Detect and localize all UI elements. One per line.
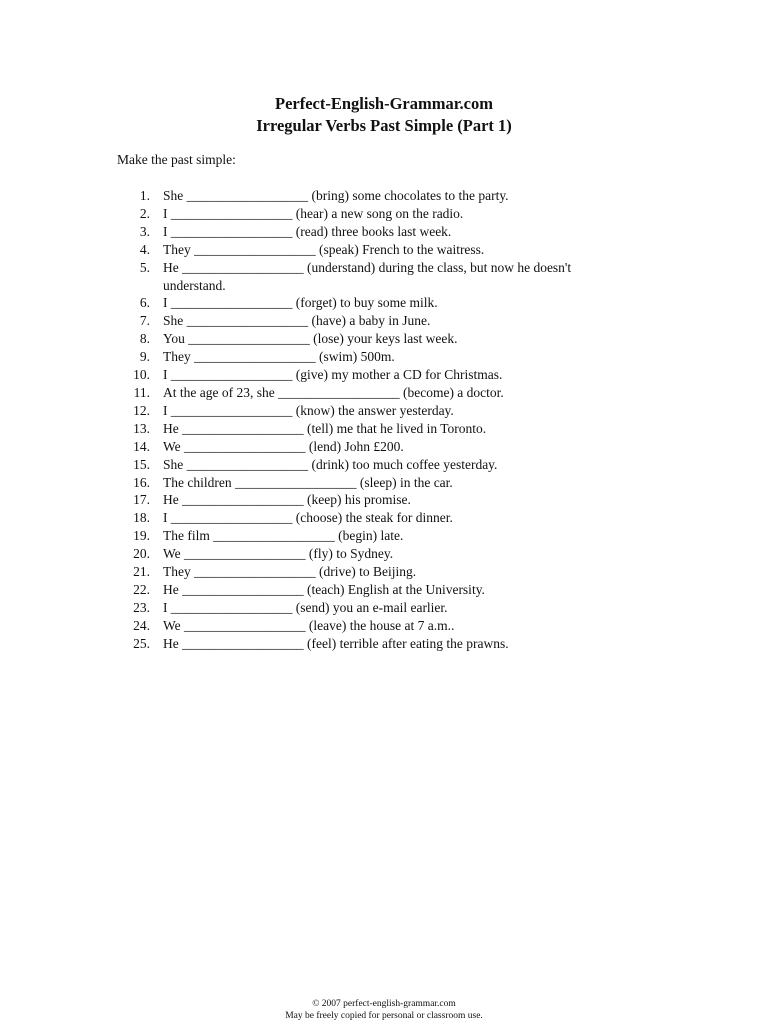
exercise-sentence: She __________________ (bring) some chocolates to the party. [163, 188, 509, 203]
exercise-sentence: They __________________ (speak) French to the waitress. [163, 241, 485, 257]
exercise-number: 2. [139, 205, 150, 221]
instruction-text: Make the past simple: [117, 152, 236, 167]
exercise-sentence: I __________________ (forget) to buy some milk. [163, 295, 438, 311]
exercise-item [0, 330, 768, 348]
worksheet-title: Irregular Verbs Past Simple (Part 1) [256, 116, 512, 135]
exercise-item [0, 205, 768, 223]
footer-copyright: © 2007 perfect-english-grammar.com [312, 999, 456, 1009]
exercise-item [0, 527, 768, 545]
exercise-list [0, 187, 768, 653]
exercise-item [0, 635, 768, 653]
exercise-sentence: I __________________ (give) my mother a CD for Christmas. [163, 367, 503, 383]
exercise-sentence: At the age of 23, she __________________ (become) a doctor. [163, 384, 504, 400]
exercise-item [0, 223, 768, 241]
exercise-number: 17. [133, 492, 150, 508]
exercise-sentence: He __________________ (feel) terrible after eating the prawns. [163, 635, 509, 651]
exercise-item [0, 491, 768, 509]
exercise-sentence: The film __________________ (begin) late. [163, 528, 404, 544]
exercise-item [0, 563, 768, 581]
exercise-sentence: She __________________ (drink) too much coffee yesterday. [163, 456, 498, 472]
exercise-number: 12. [133, 402, 150, 418]
exercise-item [0, 420, 768, 438]
site-title: Perfect-English-Grammar.com [275, 94, 493, 113]
exercise-number: 8. [139, 331, 150, 347]
exercise-sentence: They __________________ (swim) 500m. [163, 349, 395, 365]
exercise-number: 18. [133, 510, 150, 526]
exercise-item [0, 366, 768, 384]
exercise-number: 1. [139, 188, 150, 203]
exercise-sentence: We __________________ (lend) John £200. [163, 438, 404, 454]
exercise-number: 13. [133, 420, 150, 436]
exercise-number: 16. [133, 474, 150, 490]
exercise-sentence: They __________________ (drive) to Beijing. [163, 564, 417, 580]
exercise-number: 3. [139, 223, 150, 239]
footer-note: May be freely copied for personal or classroom use. [285, 1011, 483, 1021]
exercise-item [0, 402, 768, 420]
exercise-sentence: I __________________ (know) the answer yesterday. [163, 402, 454, 418]
exercise-number: 10. [133, 367, 150, 383]
exercise-sentence: The children __________________ (sleep) in the car. [163, 474, 453, 490]
exercise-sentence: We __________________ (fly) to Sydney. [163, 546, 394, 562]
exercise-number: 15. [133, 456, 150, 472]
exercise-item [0, 312, 768, 330]
exercise-sentence: I __________________ (read) three books last week. [163, 223, 452, 239]
exercise-item [0, 474, 768, 492]
exercise-sentence: He __________________ (teach) English at the University. [163, 581, 485, 597]
exercise-item [0, 617, 768, 635]
exercise-item [0, 438, 768, 456]
exercise-item [0, 187, 768, 205]
exercise-number: 23. [133, 599, 150, 615]
exercise-item [0, 241, 768, 259]
exercise-sentence: I __________________ (choose) the steak for dinner. [163, 510, 453, 526]
exercise-number: 5. [139, 259, 150, 275]
exercise-number: 21. [133, 564, 150, 580]
exercise-sentence: I __________________ (send) you an e-mail earlier. [163, 599, 448, 615]
exercise-number: 24. [133, 617, 150, 633]
exercise-number: 20. [133, 546, 150, 562]
exercise-number: 25. [133, 635, 150, 651]
exercise-number: 14. [133, 438, 150, 454]
exercise-item [0, 599, 768, 617]
exercise-item [0, 581, 768, 599]
exercise-sentence: She __________________ (have) a baby in June. [163, 313, 431, 329]
exercise-number: 7. [139, 313, 150, 329]
exercise-number: 22. [133, 581, 150, 597]
exercise-item [0, 294, 768, 312]
exercise-sentence: He __________________ (understand) during the class, but now he doesn't understand. [163, 259, 572, 293]
exercise-item [0, 348, 768, 366]
exercise-sentence: He __________________ (tell) me that he lived in Toronto. [163, 420, 487, 436]
exercise-item [0, 545, 768, 563]
exercise-sentence: We __________________ (leave) the house at 7 a.m.. [163, 617, 455, 633]
exercise-sentence: He __________________ (keep) his promise. [163, 492, 411, 508]
exercise-sentence: You __________________ (lose) your keys last week. [163, 331, 458, 347]
exercise-number: 19. [133, 528, 150, 544]
exercise-item [0, 259, 768, 295]
exercise-item [0, 509, 768, 527]
exercise-number: 6. [139, 295, 150, 311]
exercise-number: 9. [139, 349, 150, 365]
exercise-item [0, 384, 768, 402]
exercise-sentence: I __________________ (hear) a new song on the radio. [163, 205, 464, 221]
exercise-number: 4. [139, 241, 150, 257]
exercise-number: 11. [133, 384, 150, 400]
exercise-item [0, 456, 768, 474]
